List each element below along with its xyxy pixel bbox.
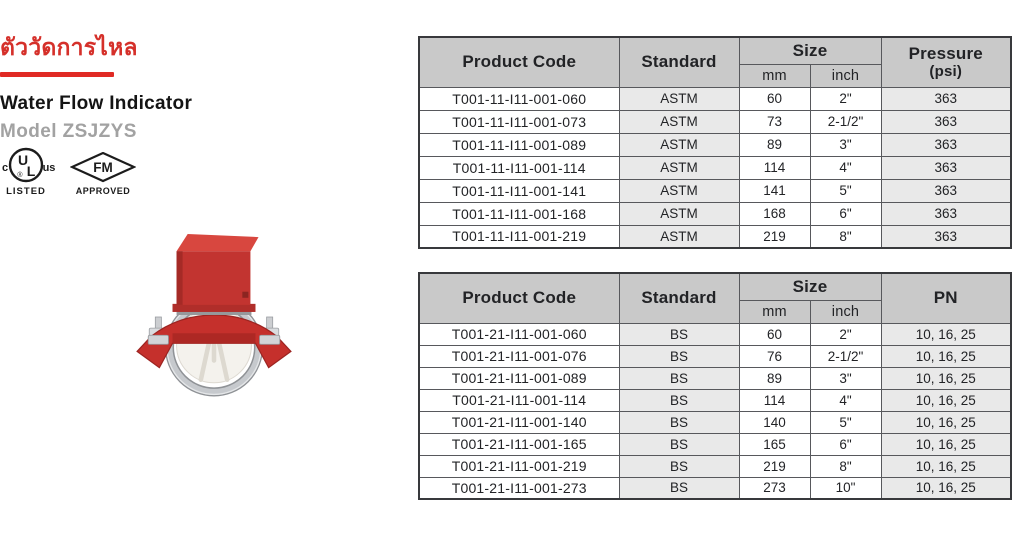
table-row [419, 345, 1011, 367]
table-cell: 10, 16, 25 [881, 455, 1011, 477]
table-row [419, 367, 1011, 389]
fm-approved-icon [70, 152, 136, 196]
table-row [419, 156, 1011, 179]
table-cell: 60 [739, 87, 810, 110]
pressure-unit-label: (psi) [929, 63, 963, 81]
table-cell: 10, 16, 25 [881, 323, 1011, 345]
col-header-pn [881, 273, 1011, 323]
table-cell: 2" [810, 323, 881, 345]
table-cell: ASTM [619, 87, 739, 110]
table-row [419, 202, 1011, 225]
table-cell: 141 [739, 179, 810, 202]
col-header-product-code: Product Code [419, 273, 619, 323]
table-cell: ASTM [619, 179, 739, 202]
table-cell: T001-21-I11-001-140 [419, 411, 619, 433]
svg-text:L: L [26, 163, 36, 179]
table-cell: 3" [810, 133, 881, 156]
col-header-pressure [881, 37, 1011, 87]
pn-label: PN [933, 288, 958, 308]
table-cell: 89 [739, 367, 810, 389]
table-cell: 219 [739, 455, 810, 477]
table-cell: 60 [739, 323, 810, 345]
table-row [419, 433, 1011, 455]
col-header-product-code: Product Code [419, 37, 619, 87]
table-cell: 168 [739, 202, 810, 225]
table-cell: BS [619, 477, 739, 499]
table-row [419, 225, 1011, 248]
red-divider-rule [0, 72, 114, 77]
table-cell: 10, 16, 25 [881, 433, 1011, 455]
table-cell: T001-21-I11-001-273 [419, 477, 619, 499]
table-cell: 6" [810, 433, 881, 455]
table-cell: 2-1/2" [810, 110, 881, 133]
table-cell: 10, 16, 25 [881, 477, 1011, 499]
col-header-size: Size [739, 273, 881, 300]
table-cell: 363 [881, 133, 1011, 156]
table-cell: 76 [739, 345, 810, 367]
table-cell: 114 [739, 389, 810, 411]
model-label: Model ZSJZYS [0, 121, 137, 142]
table-cell: T001-11-I11-001-219 [419, 225, 619, 248]
table-row [419, 323, 1011, 345]
table-cell: T001-11-I11-001-073 [419, 110, 619, 133]
table-cell: 6" [810, 202, 881, 225]
table-cell: 5" [810, 179, 881, 202]
table-cell: 140 [739, 411, 810, 433]
table-cell: ASTM [619, 110, 739, 133]
table-row [419, 179, 1011, 202]
svg-text:LISTED: LISTED [6, 186, 46, 197]
table-cell: 73 [739, 110, 810, 133]
table-cell: 363 [881, 179, 1011, 202]
table-cell: T001-21-I11-001-165 [419, 433, 619, 455]
table-cell: 5" [810, 411, 881, 433]
astm-spec-table [418, 36, 1012, 249]
table-cell: T001-11-I11-001-060 [419, 87, 619, 110]
table-cell: 89 [739, 133, 810, 156]
table-cell: 114 [739, 156, 810, 179]
col-header-standard: Standard [619, 37, 739, 87]
table-row [419, 477, 1011, 499]
table-cell: ASTM [619, 225, 739, 248]
table-cell: 363 [881, 202, 1011, 225]
table-cell: 363 [881, 110, 1011, 133]
table-cell: ASTM [619, 156, 739, 179]
col-header-inch: inch [810, 300, 881, 323]
table-cell: 219 [739, 225, 810, 248]
col-header-mm: mm [739, 64, 810, 87]
table-cell: T001-21-I11-001-219 [419, 455, 619, 477]
table-row [419, 411, 1011, 433]
table-cell: T001-21-I11-001-089 [419, 367, 619, 389]
bs-spec-table [418, 272, 1012, 500]
svg-text:APPROVED: APPROVED [75, 186, 131, 196]
product-title: Water Flow Indicator [0, 93, 193, 114]
table-cell: T001-11-I11-001-114 [419, 156, 619, 179]
table-cell: BS [619, 345, 739, 367]
svg-text:c: c [1, 162, 9, 174]
svg-text:us: us [42, 162, 56, 174]
table-cell: 8" [810, 455, 881, 477]
table-cell: BS [619, 367, 739, 389]
table-row [419, 389, 1011, 411]
table-cell: 4" [810, 389, 881, 411]
table-row [419, 110, 1011, 133]
svg-text:U: U [17, 152, 29, 168]
thai-heading: ตัววัดการไหล [0, 34, 138, 60]
table-cell: 165 [739, 433, 810, 455]
table-cell: 363 [881, 156, 1011, 179]
table-cell: 3" [810, 367, 881, 389]
table-cell: ASTM [619, 202, 739, 225]
table-cell: T001-21-I11-001-114 [419, 389, 619, 411]
table-row [419, 455, 1011, 477]
table-cell: T001-11-I11-001-141 [419, 179, 619, 202]
table-cell: BS [619, 411, 739, 433]
table-cell: 10" [810, 477, 881, 499]
table-cell: 363 [881, 225, 1011, 248]
table-cell: 4" [810, 156, 881, 179]
table-cell: 2" [810, 87, 881, 110]
table-cell: T001-11-I11-001-089 [419, 133, 619, 156]
table-cell: 10, 16, 25 [881, 345, 1011, 367]
table-cell: 8" [810, 225, 881, 248]
table-cell: 2-1/2" [810, 345, 881, 367]
col-header-mm: mm [739, 300, 810, 323]
ul-listed-icon [0, 146, 62, 198]
table-cell: BS [619, 389, 739, 411]
table-cell: T001-21-I11-001-060 [419, 323, 619, 345]
col-header-inch: inch [810, 64, 881, 87]
table-row [419, 133, 1011, 156]
table-cell: 10, 16, 25 [881, 389, 1011, 411]
col-header-standard: Standard [619, 273, 739, 323]
table-cell: 273 [739, 477, 810, 499]
table-cell: ASTM [619, 133, 739, 156]
table-cell: 363 [881, 87, 1011, 110]
table-cell: BS [619, 433, 739, 455]
table-cell: BS [619, 323, 739, 345]
table-cell: 10, 16, 25 [881, 411, 1011, 433]
table-cell: 10, 16, 25 [881, 367, 1011, 389]
product-photo [134, 231, 294, 401]
table-row [419, 87, 1011, 110]
svg-text:®: ® [17, 172, 23, 179]
table-cell: T001-21-I11-001-076 [419, 345, 619, 367]
table-cell: BS [619, 455, 739, 477]
table-cell: T001-11-I11-001-168 [419, 202, 619, 225]
svg-text:FM: FM [93, 160, 113, 175]
pressure-label: Pressure [908, 44, 983, 64]
col-header-size: Size [739, 37, 881, 64]
certification-marks [0, 146, 136, 198]
